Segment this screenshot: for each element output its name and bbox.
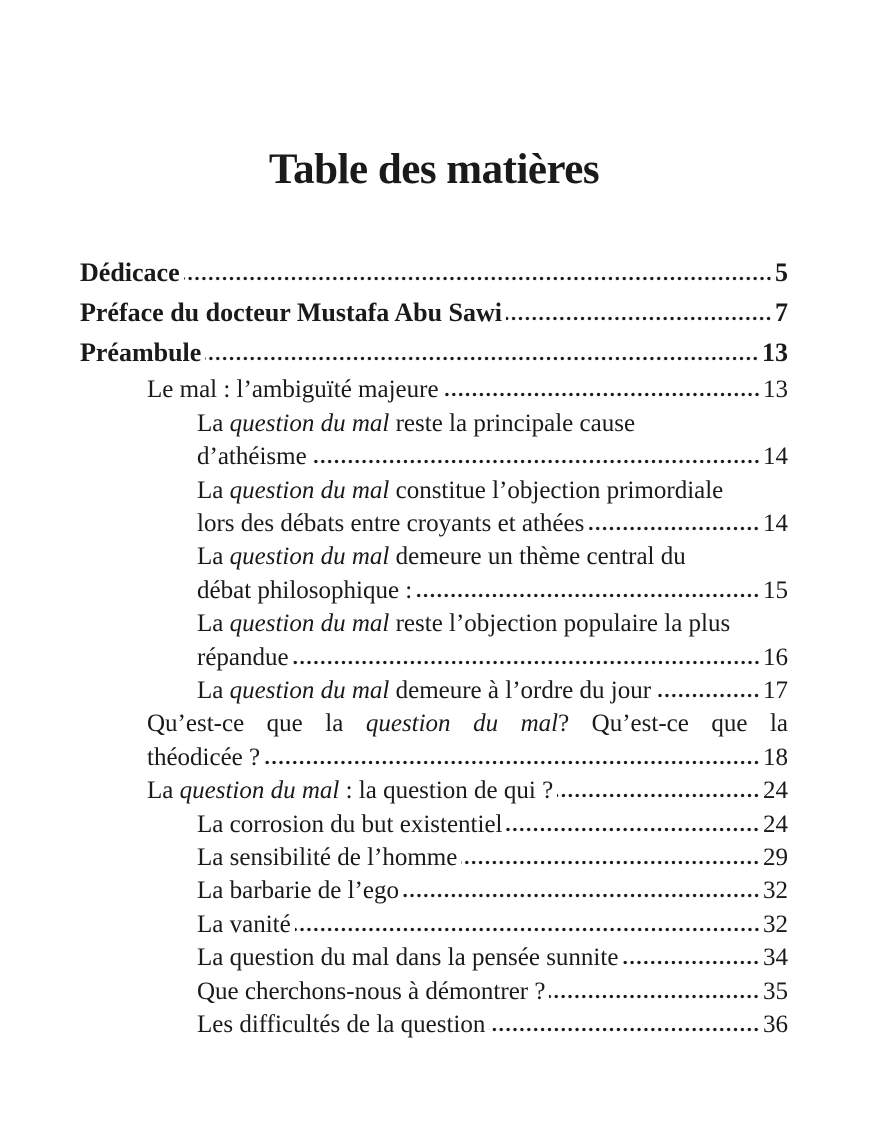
toc-entry-text — [197, 941, 618, 974]
toc-entry-text — [147, 774, 553, 807]
dot-leader — [403, 893, 760, 898]
page-number: 17 — [763, 676, 788, 704]
toc-entry — [197, 874, 788, 907]
toc-entry-last-line — [197, 975, 788, 1008]
dot-leader — [557, 793, 760, 798]
toc-entry-last-line — [197, 440, 788, 473]
toc-text-segment: Que cherchons-nous à démontrer ? — [197, 977, 546, 1005]
toc-entry-last-line — [197, 808, 788, 841]
toc-text-segment: constitue l’objection primordiale — [389, 476, 724, 504]
toc-text-segment: question du mal — [365, 710, 559, 738]
toc-text-segment: question du mal — [229, 610, 390, 638]
toc-entry-last-line — [147, 741, 788, 774]
toc-entry — [197, 975, 788, 1008]
toc-entry — [197, 607, 788, 674]
toc-entry-text — [197, 440, 307, 473]
toc-entry — [80, 333, 788, 373]
toc-text-segment: lors des débats entre croyants et athées — [197, 509, 585, 537]
dot-leader — [622, 960, 760, 965]
toc-entry — [80, 293, 788, 333]
toc-entry — [197, 941, 788, 974]
toc-entry-text — [197, 674, 651, 707]
dot-leader — [506, 827, 760, 832]
toc-entry-text — [80, 293, 502, 333]
dot-leader — [549, 994, 760, 999]
toc-text-segment: Le mal : l’ambiguïté majeure — [147, 376, 439, 404]
page-number: 5 — [775, 258, 788, 288]
toc-text-segment: demeure à l’ordre du jour — [389, 676, 652, 704]
toc-text-segment: La question du mal dans la pensée sunnite — [197, 944, 619, 972]
toc-entry-last-line — [197, 908, 788, 941]
toc-entry-text — [80, 253, 180, 293]
toc-text-segment: Les difficultés de la question — [197, 1011, 486, 1039]
toc-entry-last-line — [197, 874, 788, 907]
toc-entry — [197, 808, 788, 841]
toc-entry-last-line — [197, 1008, 788, 1041]
page-number: 15 — [763, 576, 788, 604]
dot-leader — [205, 356, 759, 361]
toc-text-segment: répandue — [197, 643, 289, 671]
toc-text-segment: Dédicace — [80, 258, 180, 288]
page-number: 35 — [763, 977, 788, 1005]
toc-text-segment: La — [197, 409, 230, 437]
toc-list — [80, 253, 788, 1041]
page-number: 32 — [763, 910, 788, 938]
toc-entry-last-line — [197, 574, 788, 607]
dot-leader — [506, 316, 772, 321]
dot-leader — [416, 593, 760, 598]
toc-text-segment: Préambule — [80, 338, 202, 368]
toc-text-segment: Préface du docteur Mustafa Abu Sawi — [80, 298, 503, 328]
toc-entry-last-line — [147, 373, 788, 406]
toc-entry-last-line — [197, 674, 788, 707]
dot-leader — [295, 927, 760, 932]
toc-text-segment: La — [197, 610, 230, 638]
toc-entry — [197, 908, 788, 941]
toc-text-segment: La sensibilité de l’homme — [197, 843, 458, 871]
page-number: 24 — [763, 810, 788, 838]
toc-entry-text — [197, 808, 502, 841]
toc-entry-text — [147, 373, 439, 406]
toc-text-segment: La — [197, 676, 230, 704]
dot-leader — [293, 660, 760, 665]
dot-leader — [655, 693, 760, 698]
page-number: 32 — [763, 877, 788, 905]
toc-entry-last-line — [147, 774, 788, 807]
toc-entry — [147, 707, 788, 774]
toc-entry-text — [197, 908, 291, 941]
page-number: 34 — [763, 944, 788, 972]
toc-entry-text — [80, 333, 201, 373]
toc-entry-last-line — [197, 841, 788, 874]
toc-text-segment: ? Qu’est-ce que la — [558, 710, 789, 738]
page-number: 13 — [762, 338, 788, 368]
toc-entry-text-line — [197, 407, 788, 440]
page-number: 16 — [763, 643, 788, 671]
toc-text-segment: La vanité — [197, 910, 291, 938]
toc-text-segment: La — [197, 543, 230, 571]
toc-entry-text — [197, 975, 545, 1008]
toc-entry-last-line — [80, 253, 788, 293]
toc-text-segment: d’athéisme — [197, 443, 307, 471]
toc-entry-text-line — [197, 540, 788, 573]
toc-entry — [197, 674, 788, 707]
toc-entry-text — [147, 741, 260, 774]
page-number: 7 — [775, 298, 788, 328]
toc-text-segment: question du mal — [229, 676, 390, 704]
page-number: 24 — [763, 777, 788, 805]
toc-entry-last-line — [197, 641, 788, 674]
toc-entry-text — [197, 641, 289, 674]
toc-entry — [197, 540, 788, 607]
toc-entry — [197, 841, 788, 874]
page-title: Table des matières — [268, 146, 600, 193]
toc-entry-text-line — [197, 607, 788, 640]
dot-leader — [443, 392, 760, 397]
toc-entry-last-line — [197, 941, 788, 974]
toc-entry-text — [197, 1008, 485, 1041]
toc-entry-last-line — [80, 293, 788, 333]
page-number: 29 — [763, 843, 788, 871]
toc-text-segment: : la question de qui ? — [339, 777, 554, 805]
toc-entry — [197, 1008, 788, 1041]
toc-text-segment: question du mal — [229, 543, 390, 571]
dot-leader — [461, 860, 760, 865]
toc-entry-text — [197, 841, 457, 874]
toc-entry-text — [197, 874, 399, 907]
toc-text-segment: reste la principale cause — [389, 409, 636, 437]
dot-leader — [184, 276, 772, 281]
toc-entry — [197, 407, 788, 474]
toc-text-segment: La corrosion du but existentiel — [197, 810, 503, 838]
toc-entry-last-line — [197, 507, 788, 540]
toc-entry-last-line — [80, 333, 788, 373]
toc-entry — [147, 373, 788, 406]
toc-text-segment: demeure un thème central du — [389, 543, 686, 571]
page-number: 36 — [763, 1011, 788, 1039]
toc-entry — [197, 474, 788, 541]
toc-text-segment: question du mal — [179, 777, 340, 805]
dot-leader — [489, 1027, 760, 1032]
toc-entry — [147, 774, 788, 807]
toc-entry — [80, 253, 788, 293]
toc-text-segment: Qu’est-ce que la — [147, 710, 366, 738]
toc-text-segment: reste l’objection populaire la plus — [389, 610, 731, 638]
page-number: 14 — [763, 443, 788, 471]
toc-text-segment: question du mal — [229, 476, 390, 504]
toc-text-segment: La — [147, 777, 180, 805]
toc-text-segment: La — [197, 476, 230, 504]
toc-text-segment: question du mal — [229, 409, 390, 437]
toc-text-segment: La barbarie de l’ego — [197, 877, 399, 905]
page-number: 14 — [763, 509, 788, 537]
toc-entry-text-line — [147, 707, 788, 740]
toc-text-segment: débat philosophique : — [197, 576, 413, 604]
page-number: 18 — [763, 743, 788, 771]
dot-leader — [588, 526, 760, 531]
toc-entry-text — [197, 574, 412, 607]
toc-entry-text — [197, 507, 584, 540]
dot-leader — [264, 760, 760, 765]
page-number: 13 — [763, 376, 788, 404]
dot-leader — [311, 459, 760, 464]
toc-entry-text-line — [197, 474, 788, 507]
toc-text-segment: théodicée ? — [147, 743, 261, 771]
